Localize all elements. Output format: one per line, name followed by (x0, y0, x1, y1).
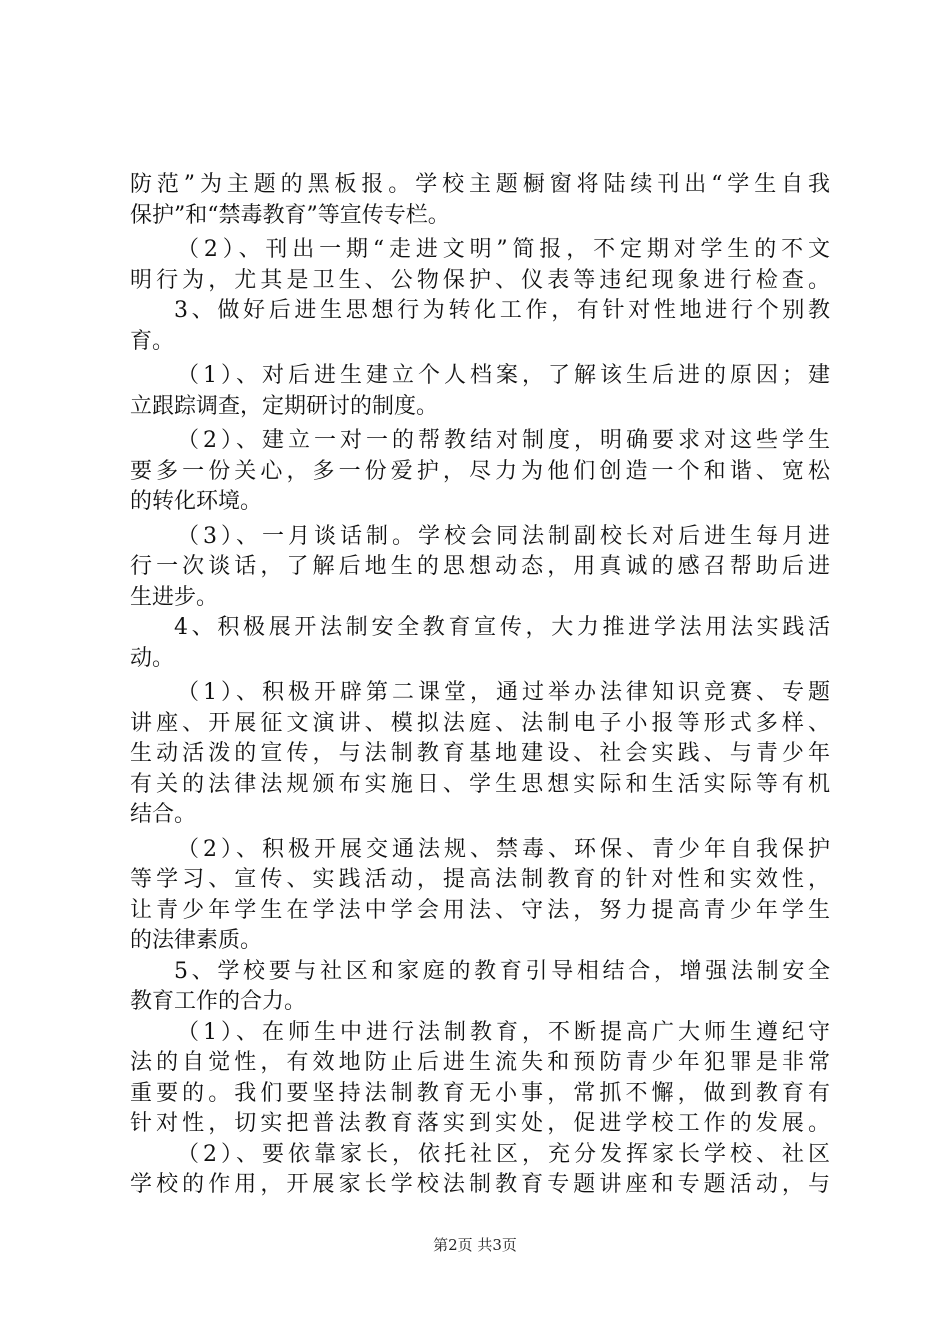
text-line: 讲座、开展征文演讲、模拟法庭、法制电子小报等形式多样、 (130, 710, 830, 736)
text-line: 法的自觉性，有效地防止后进生流失和预防青少年犯罪是非常 (130, 1050, 830, 1075)
text-line: （1）、积极开辟第二课堂，通过举办法律知识竞赛、专题 (177, 680, 830, 705)
text-line: 明行为，尤其是卫生、公物保护、仪表等违纪现象进行检查。 (130, 267, 830, 293)
text-line: （1）、对后进生建立个人档案，了解该生后进的原因；建 (177, 363, 830, 388)
page-number-footer: 第2页 共3页 (433, 1236, 517, 1254)
text-line: 生进步。 (130, 584, 219, 610)
text-line: （2）、刊出一期“走进文明”简报，不定期对学生的不文 (177, 237, 830, 262)
text-line: （2）、建立一对一的帮教结对制度，明确要求对这些学生 (177, 428, 830, 453)
text-line: 有关的法律法规颁布实施日、学生思想实际和生活实际等有机 (130, 771, 830, 797)
text-line: 行一次谈话，了解后地生的思想动态，用真诚的感召帮助后进 (130, 554, 830, 579)
text-line: （1）、在师生中进行法制教育，不断提高广大师生遵纪守 (177, 1019, 830, 1045)
text-line: 要多一份关心，多一份爱护，尽力为他们创造一个和谐、宽松 (130, 458, 830, 484)
text-line: 结合。 (130, 802, 197, 827)
text-line: 5、学校要与社区和家庭的教育引导相结合，增强法制安全 (174, 958, 830, 984)
text-line: 防范”为主题的黑板报。学校主题橱窗将陆续刊出“学生自我 (130, 172, 830, 197)
text-line: 教育工作的合力。 (130, 989, 307, 1014)
text-line: 4、积极展开法制安全教育宣传，大力推进学法用法实践活 (174, 615, 830, 640)
text-line: 生动活泼的宣传，与法制教育基地建设、社会实践、与青少年 (130, 741, 830, 766)
text-line: 育。 (130, 328, 175, 354)
text-line: 保护”和“禁毒教育”等宣传专栏。 (130, 202, 450, 228)
text-line: 重要的。我们要坚持法制教育无小事，常抓不懈，做到教育有 (130, 1080, 830, 1106)
text-line: 学校的作用，开展家长学校法制教育专题讲座和专题活动，与 (130, 1172, 830, 1197)
text-line: 等学习、宣传、实践活动，提高法制教育的针对性和实效性， (130, 867, 830, 892)
text-line: 的法律素质。 (130, 928, 263, 953)
text-line: 动。 (130, 645, 175, 671)
body-text (130, 170, 830, 1201)
text-line: 的转化环境。 (130, 489, 263, 514)
text-line: 让青少年学生在学法中学会用法、守法，努力提高青少年学生 (130, 897, 830, 923)
text-line: 立跟踪调查，定期研讨的制度。 (130, 393, 439, 419)
text-line: （2）、积极开展交通法规、禁毒、环保、青少年自我保护 (177, 836, 830, 862)
text-line: 针对性，切实把普法教育落实到实处，促进学校工作的发展。 (130, 1111, 830, 1136)
text-line: （2）、要依靠家长，依托社区，充分发挥家长学校、社区 (177, 1141, 830, 1167)
text-line: （3）、一月谈话制。学校会同法制副校长对后进生每月进 (177, 523, 830, 549)
text-line: 3、做好后进生思想行为转化工作，有针对性地进行个别教 (174, 298, 830, 323)
